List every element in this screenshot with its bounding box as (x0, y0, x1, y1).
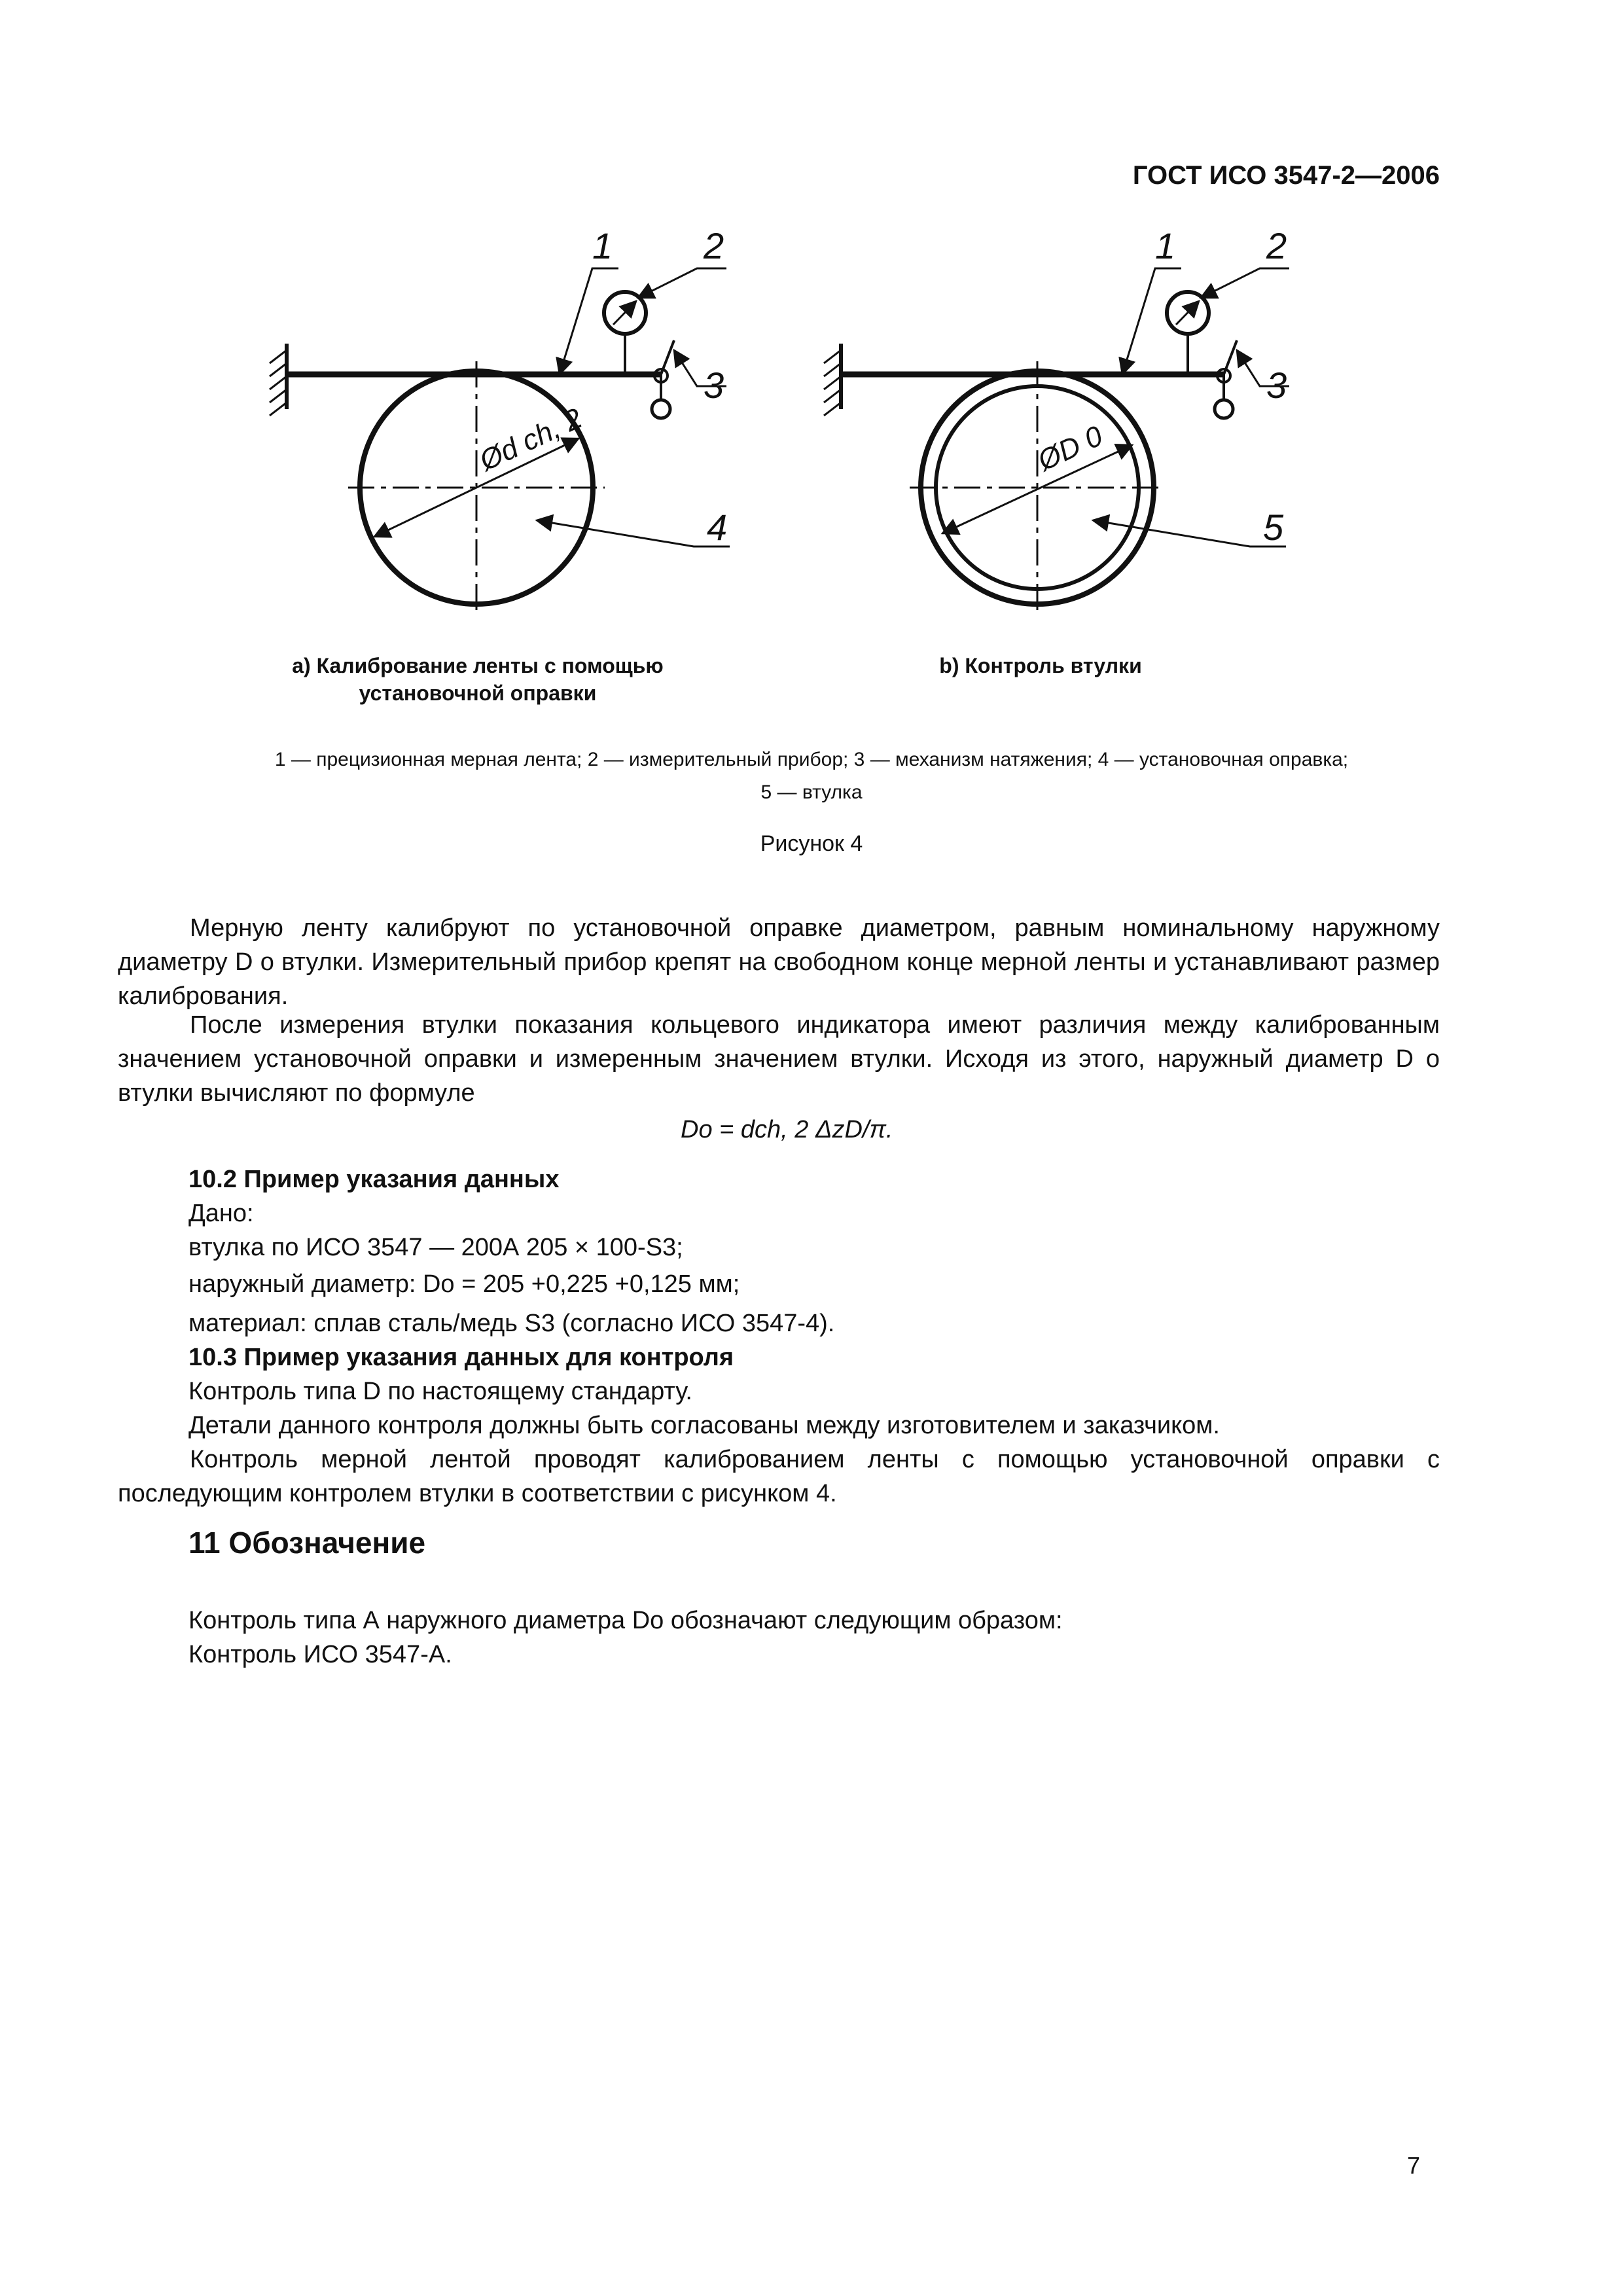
caption-b: b) Контроль втулки (939, 654, 1142, 677)
callout-1a: 1 (592, 225, 613, 266)
figure-title: Рисунок 4 (760, 831, 863, 856)
document-header: ГОСТ ИСО 3547-2—2006 (1132, 161, 1440, 190)
caption-a-line2: установочной оправки (359, 681, 597, 705)
section-10-3-line3: Контроль мерной лентой проводят калиброванием ленты с помощью установочной оправки с последующим контролем втулки в соответствии с рисунком 4. (118, 1446, 1440, 1507)
section-10-2-line1: втулка по ИСО 3547 — 200А 205 × 100-S3; (188, 1234, 683, 1261)
callout-3b: 3 (1266, 365, 1287, 406)
section-11-line1: Контроль типа А наружного диаметра Do обозначают следующим образом: (188, 1607, 1063, 1634)
figure-legend (118, 744, 1505, 809)
callout-1b: 1 (1155, 225, 1176, 266)
section-11-heading: 11 Обозначение (188, 1526, 426, 1560)
caption-a (275, 652, 681, 707)
section-10-2-line3: материал: сплав сталь/медь S3 (согласно ИСО 3547-4). (188, 1310, 835, 1337)
section-10-2-given: Дано: (188, 1200, 254, 1227)
section-10-3-line1: Контроль типа D по настоящему стандарту. (188, 1378, 692, 1405)
dimension-label-b: ØD 0 (1033, 420, 1108, 478)
section-10-2-title: 10.2 Пример указания данных (188, 1166, 560, 1193)
section-10-3-title: 10.3 Пример указания данных для контроля (188, 1344, 734, 1371)
section-10-2-line2: наружный диаметр: Do = 205 +0,225 +0,125 мм; (188, 1270, 740, 1298)
paragraph-calibration: Мерную ленту калибруют по установочной оправке диаметром, равным номинальному наружному диаметру D o втулки. Измерительный прибор крепят на свободном конце мерной ленты и устанавливают размер калибрования. (118, 914, 1440, 1010)
callout-5: 5 (1263, 507, 1284, 548)
section-11-line2: Контроль ИСО 3547-А. (188, 1641, 452, 1668)
legend-line1: 1 — прецизионная мерная лента; 2 — измерительный прибор; 3 — механизм натяжения; 4 — установочная оправка; (274, 749, 1349, 770)
figure-4-diagram (0, 0, 1623, 655)
caption-a-line1: a) Калибрование ленты с помощью (292, 654, 664, 677)
page-number: 7 (1407, 2152, 1421, 2179)
callout-2a: 2 (704, 225, 724, 266)
callout-3a: 3 (704, 365, 724, 406)
formula: Do = dch, 2 ΔzD/π. (681, 1116, 893, 1143)
section-10-3-line2: Детали данного контроля должны быть согласованы между изготовителем и заказчиком. (188, 1412, 1220, 1439)
callout-2b: 2 (1266, 225, 1287, 266)
dimension-label-a: Ød ch, 2 (474, 402, 587, 478)
callout-4: 4 (707, 507, 728, 548)
paragraph-measurement: После измерения втулки показания кольцевого индикатора имеют различия между калиброванным значением установочной оправки и измеренным значением втулки. Исходя из этого, наружный диаметр D o втулки вычисляют по формуле (118, 1011, 1440, 1107)
legend-line2: 5 — втулка (760, 781, 863, 803)
